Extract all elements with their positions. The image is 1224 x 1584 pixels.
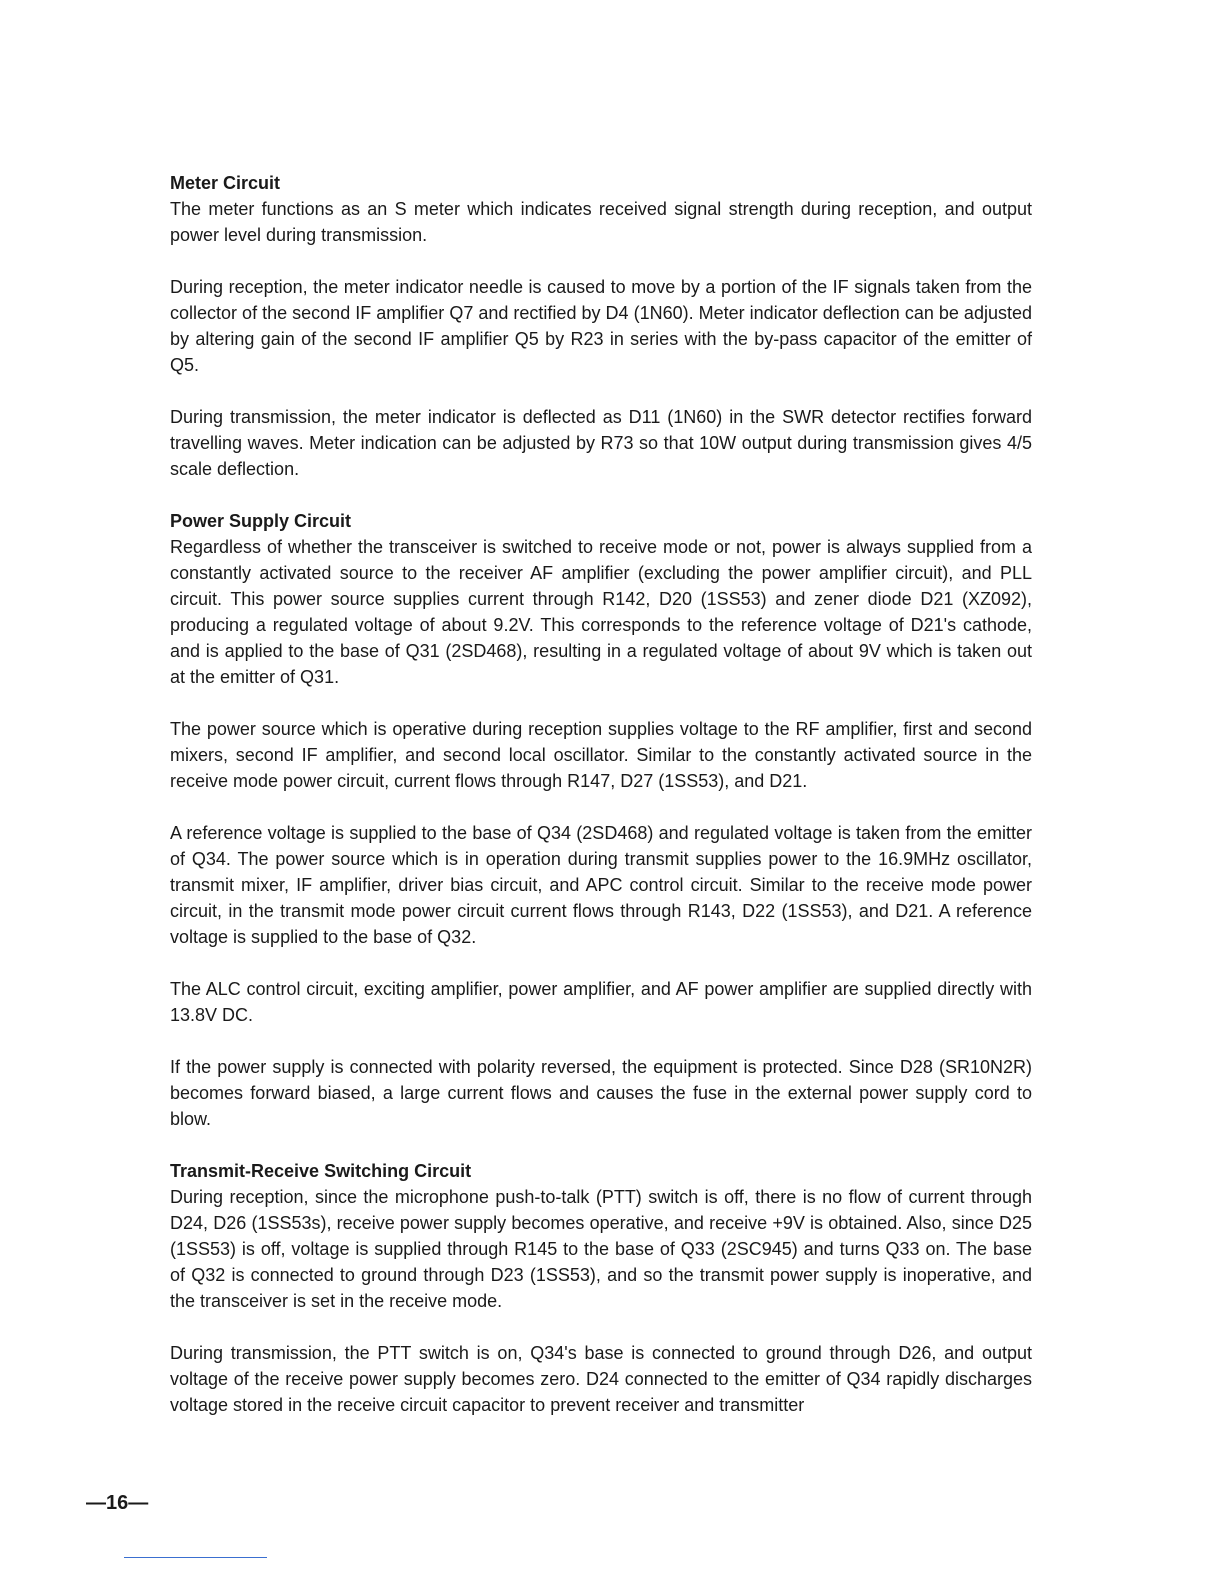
section-transmit-receive-switching-circuit xyxy=(170,1158,1032,1418)
paragraph: During reception, since the microphone push-to-talk (PTT) switch is off, there is no flow of current through D24, D26 (1SS53s), receive power supply becomes operative, and receive +9V is obtained. Also, since D25 (1SS53) is off, voltage is supplied through R145 to the base of Q33 (2SC945) and turns Q33 on. The base of Q32 is connected to ground through D23 (1SS53), and so the transmit power supply is inoperative, and the transceiver is set in the receive mode. xyxy=(170,1187,1032,1311)
page-number: —16— xyxy=(86,1492,149,1514)
section-meter-circuit xyxy=(170,170,1032,482)
page-content xyxy=(170,170,1032,1418)
paragraph: During transmission, the PTT switch is on, Q34's base is connected to ground through D26, and output voltage of the receive power supply becomes zero. D24 connected to the emitter of Q34 rapidly discharges voltage stored in the receive circuit capacitor to prevent receiver and transmitter xyxy=(170,1343,1032,1415)
section-heading: Meter Circuit xyxy=(170,173,281,193)
paragraph: If the power supply is connected with polarity reversed, the equipment is protected. Since D28 (SR10N2R) becomes forward biased, a large current flows and causes the fuse in the external power supply cord to blow. xyxy=(170,1057,1032,1129)
paragraph: The meter functions as an S meter which indicates received signal strength during reception, and output power level during transmission. xyxy=(170,199,1032,245)
paragraph: A reference voltage is supplied to the base of Q34 (2SD468) and regulated voltage is taken from the emitter of Q34. The power source which is in operation during transmit supplies power to the 16.9MHz oscillator, transmit mixer, IF amplifier, driver bias circuit, and APC control circuit. Similar to the receive mode power circuit, in the transmit mode power circuit current flows through R143, D22 (1SS53), and D21. A reference voltage is supplied to the base of Q32. xyxy=(170,823,1032,947)
paragraph: During transmission, the meter indicator is deflected as D11 (1N60) in the SWR detector rectifies forward travelling waves. Meter indication can be adjusted by R73 so that 10W output during transmission gives 4/5 scale deflection. xyxy=(170,407,1032,479)
section-heading: Power Supply Circuit xyxy=(170,511,352,531)
section-heading: Transmit-Receive Switching Circuit xyxy=(170,1161,472,1181)
bottom-rule xyxy=(124,1557,267,1558)
paragraph: During reception, the meter indicator needle is caused to move by a portion of the IF signals taken from the collector of the second IF amplifier Q7 and rectified by D4 (1N60). Meter indicator deflection can be adjusted by altering gain of the second IF amplifier Q5 by R23 in series with the by-pass capacitor of the emitter of Q5. xyxy=(170,277,1032,375)
paragraph: The ALC control circuit, exciting amplifier, power amplifier, and AF power amplifier are supplied directly with 13.8V DC. xyxy=(170,979,1032,1025)
paragraph: Regardless of whether the transceiver is switched to receive mode or not, power is always supplied from a constantly activated source to the receiver AF amplifier (excluding the power amplifier circuit), and PLL circuit. This power source supplies current through R142, D20 (1SS53) and zener diode D21 (XZ092), producing a regulated voltage of about 9.2V. This corresponds to the reference voltage of D21's cathode, and is applied to the base of Q31 (2SD468), resulting in a regulated voltage of about 9V which is taken out at the emitter of Q31. xyxy=(170,537,1032,687)
section-power-supply-circuit xyxy=(170,508,1032,1132)
paragraph: The power source which is operative during reception supplies voltage to the RF amplifier, first and second mixers, second IF amplifier, and second local oscillator. Similar to the constantly activated source in the receive mode power circuit, current flows through R147, D27 (1SS53), and D21. xyxy=(170,719,1032,791)
